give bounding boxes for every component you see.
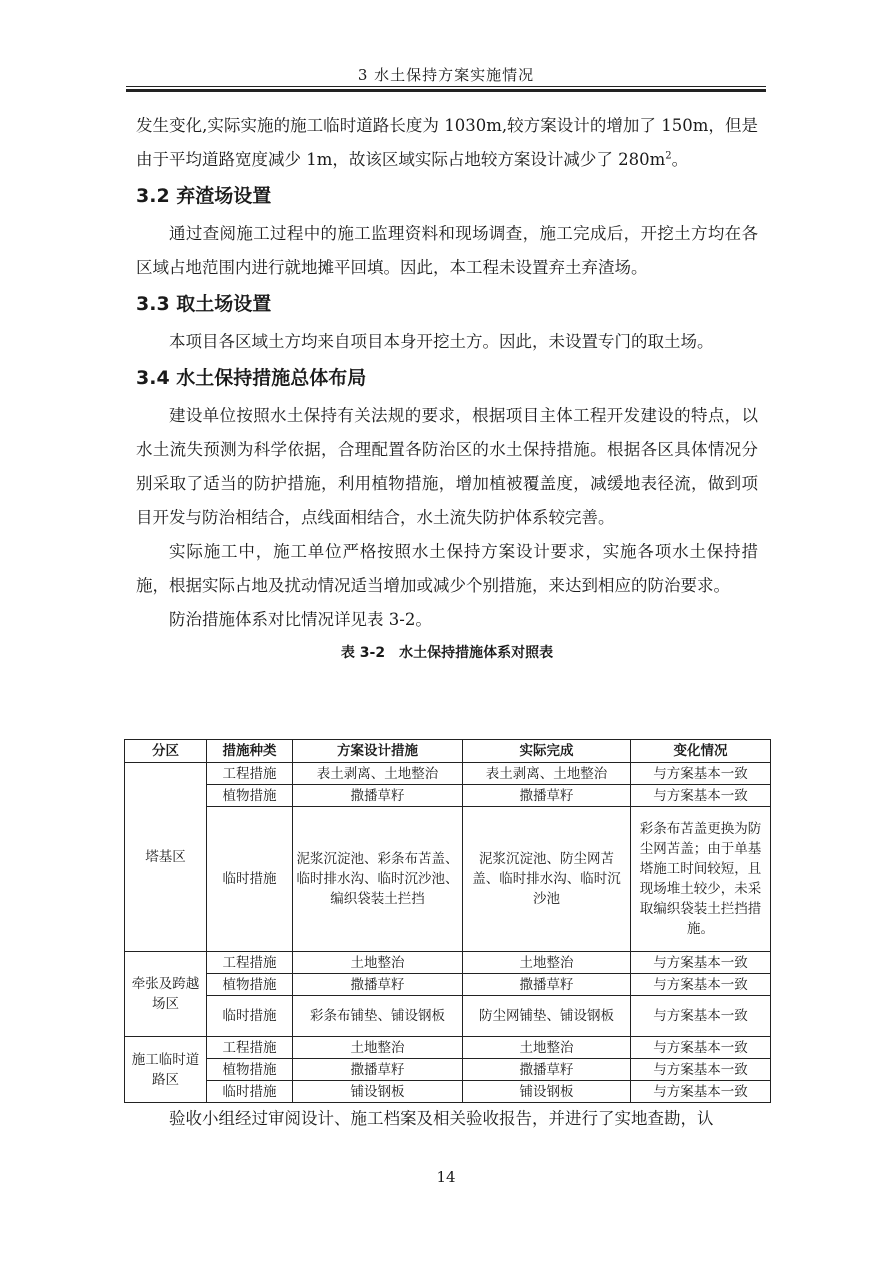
page-number: 14 [436, 1168, 456, 1186]
table-row [125, 974, 771, 996]
design-cell: 撒播草籽 [293, 974, 463, 996]
header-zone: 分区 [125, 740, 207, 763]
body-text-continued [136, 1102, 758, 1136]
actual-cell: 撒播草籽 [463, 974, 631, 996]
change-cell: 与方案基本一致 [631, 1037, 771, 1059]
table-row [125, 952, 771, 974]
design-cell: 彩条布铺垫、铺设钢板 [293, 996, 463, 1037]
zone-cell: 施工临时道路区 [125, 1037, 207, 1103]
measure-type-cell: 工程措施 [207, 763, 293, 785]
actual-cell: 表土剥离、土地整治 [463, 763, 631, 785]
paragraph-spoil-site: 通过查阅施工过程中的施工监理资料和现场调查，施工完成后，开挖土方均在各区域占地范围内进行就地摊平回填。因此，本工程未设置弃土弃渣场。 [136, 224, 758, 277]
actual-cell: 防尘网铺垫、铺设钢板 [463, 996, 631, 1037]
actual-cell: 撒播草籽 [463, 1059, 631, 1081]
measure-type-cell: 植物措施 [207, 974, 293, 996]
actual-cell: 土地整治 [463, 952, 631, 974]
actual-cell: 泥浆沉淀池、防尘网苫盖、临时排水沟、临时沉沙池 [463, 807, 631, 952]
header-actual: 实际完成 [463, 740, 631, 763]
measure-type-cell: 临时措施 [207, 1081, 293, 1103]
measure-type-cell: 植物措施 [207, 785, 293, 807]
change-cell: 彩条布苫盖更换为防尘网苫盖；由于单基塔施工时间较短，且现场堆土较少，未采取编织袋装土拦挡措施。 [631, 807, 771, 952]
section-heading-3-3: 3.3 取土场设置 [136, 293, 272, 315]
design-cell: 撒播草籽 [293, 1059, 463, 1081]
design-cell: 撒播草籽 [293, 785, 463, 807]
change-cell: 与方案基本一致 [631, 1059, 771, 1081]
design-cell: 土地整治 [293, 1037, 463, 1059]
measures-comparison-table [124, 739, 771, 1103]
zone-cell: 牵张及跨越场区 [125, 952, 207, 1037]
table-row [125, 763, 771, 785]
paragraph-layout: 建设单位按照水土保持有关法规的要求，根据项目主体工程开发建设的特点，以水土流失预测为科学依据，合理配置各防治区的水土保持措施。根据各区具体情况分别采取了适当的防护措施，利用植物措施，增加植被覆盖度，减缓地表径流，做到项目开发与防治相结合，点线面相结合，水土流失防护体系较完善。 [136, 406, 758, 527]
design-cell: 表土剥离、土地整治 [293, 763, 463, 785]
body-text [136, 109, 758, 671]
header-change: 变化情况 [631, 740, 771, 763]
design-cell: 铺设钢板 [293, 1081, 463, 1103]
design-cell: 泥浆沉淀池、彩条布苫盖、临时排水沟、临时沉沙池、编织袋装土拦挡 [293, 807, 463, 952]
table-header-row [125, 740, 771, 763]
section-heading-3-4: 3.4 水土保持措施总体布局 [136, 367, 367, 389]
table-caption: 表 3-2 水土保持措施体系对照表 [340, 645, 554, 661]
change-cell: 与方案基本一致 [631, 1081, 771, 1103]
table-row [125, 807, 771, 952]
measure-type-cell: 临时措施 [207, 996, 293, 1037]
design-cell: 土地整治 [293, 952, 463, 974]
header-rule-thick [126, 89, 766, 92]
actual-cell: 撒播草籽 [463, 785, 631, 807]
change-cell: 与方案基本一致 [631, 996, 771, 1037]
paragraph-acceptance: 验收小组经过审阅设计、施工档案及相关验收报告，并进行了实地查勘，认 [169, 1109, 714, 1128]
table-row [125, 1081, 771, 1103]
running-header: 3 水土保持方案实施情况 [357, 66, 535, 84]
paragraph-table-ref: 防治措施体系对比情况详见表 3-2。 [169, 610, 432, 629]
actual-cell: 铺设钢板 [463, 1081, 631, 1103]
table-row [125, 1037, 771, 1059]
table-row [125, 1059, 771, 1081]
section-heading-3-2: 3.2 弃渣场设置 [136, 185, 272, 207]
table-row [125, 996, 771, 1037]
table-row [125, 785, 771, 807]
paragraph-borrow-site: 本项目各区域土方均来自项目本身开挖土方。因此，未设置专门的取土场。 [169, 332, 714, 351]
header-measure-type: 措施种类 [207, 740, 293, 763]
change-cell: 与方案基本一致 [631, 952, 771, 974]
measure-type-cell: 植物措施 [207, 1059, 293, 1081]
paragraph-implementation: 实际施工中，施工单位严格按照水土保持方案设计要求，实施各项水土保持措施，根据实际占地及扰动情况适当增加或减少个别措施，来达到相应的防治要求。 [136, 542, 758, 595]
measure-type-cell: 临时措施 [207, 807, 293, 952]
zone-cell: 塔基区 [125, 763, 207, 952]
change-cell: 与方案基本一致 [631, 763, 771, 785]
header-rule-thin [126, 86, 766, 87]
change-cell: 与方案基本一致 [631, 785, 771, 807]
measure-type-cell: 工程措施 [207, 1037, 293, 1059]
header-design: 方案设计措施 [293, 740, 463, 763]
measure-type-cell: 工程措施 [207, 952, 293, 974]
change-cell: 与方案基本一致 [631, 974, 771, 996]
paragraph-road-length: 发生变化,实际实施的施工临时道路长度为 1030m,较方案设计的增加了 150m，但是由于平均道路宽度减少 1m，故该区域实际占地较方案设计减少了 $280m^2$。 [136, 116, 758, 169]
actual-cell: 土地整治 [463, 1037, 631, 1059]
